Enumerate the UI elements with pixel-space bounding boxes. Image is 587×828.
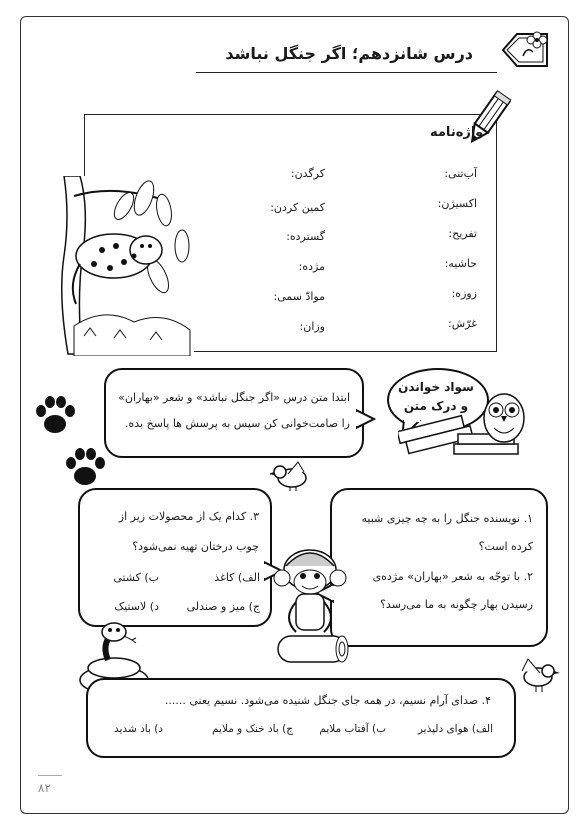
- vocab-term: تفریح:: [448, 227, 477, 240]
- flower-label-icon: [493, 26, 555, 74]
- instruction-line-1: ابتدا متن درس «اگر جنگل نباشد» و شعر «بهاران»: [118, 391, 350, 404]
- instruction-bubble: [104, 368, 364, 458]
- vocab-term: اکسیژن:: [437, 197, 477, 210]
- vocab-term: حاشیه:: [444, 257, 477, 270]
- vocab-term: آب‌تنی:: [444, 167, 477, 180]
- pencil-icon: [462, 90, 512, 150]
- page-number-rule: [38, 775, 62, 776]
- paw-print-icon: [32, 394, 78, 440]
- vocab-term: وزان:: [299, 320, 325, 333]
- question-4-option-d: د) باد شدید: [114, 723, 163, 735]
- vocabulary-heading: واژه‌نامه: [430, 125, 484, 140]
- question-3-option-d: د) لاستیک: [114, 600, 159, 613]
- question-3-line-1: ۳. کدام یک از محصولات زیر از: [118, 510, 259, 523]
- question-4-option-a: الف) هوای دلپذیر: [417, 723, 493, 735]
- vocab-term: زوزه:: [451, 287, 477, 300]
- question-4-option-c: ج) باد خنک و ملایم: [212, 723, 293, 735]
- question-4-option-b: ب) آفتاب ملایم: [319, 723, 386, 735]
- monkey-illustration: [270, 540, 352, 676]
- bird-illustration: [516, 655, 560, 695]
- question-bubble-bottom: [86, 678, 516, 758]
- question-4-text: ۴. صدای آرام نسیم، در همه جای جنگل شنیده می‌شود. نسیم یعنی ......: [164, 694, 491, 707]
- question-3-option-c: ج) میز و صندلی: [186, 600, 260, 613]
- badge-line-1: سواد خواندن: [398, 380, 474, 394]
- question-1-line-1: ۱. نویسنده جنگل را به چه چیزی شبیه: [361, 512, 533, 525]
- leopard-tree-illustration: [54, 176, 194, 356]
- question-3-line-2: چوب درختان تهیه نمی‌شود؟: [132, 540, 259, 553]
- paw-print-icon: [62, 446, 108, 492]
- vocab-term: کمین کردن:: [270, 201, 325, 214]
- question-3-option-a: الف) کاغذ: [214, 571, 260, 584]
- badge-line-2: و درک متن: [403, 399, 469, 413]
- question-3-option-b: ب) کشتی: [113, 571, 159, 584]
- title-underline: [196, 72, 497, 73]
- question-1-line-2: کرده است؟: [478, 540, 533, 553]
- vocab-term: گسترده:: [286, 230, 325, 243]
- question-2-line-2: رسیدن بهار چگونه به ما می‌رسد؟: [380, 598, 533, 611]
- question-2-line-1: ۲. با توجّه به شعر «بهاران» مژده‌ی: [372, 570, 533, 583]
- lesson-title: درس شانزدهم؛ اگر جنگل نباشد: [225, 44, 473, 63]
- vocab-term: موادّ سمی:: [273, 290, 325, 303]
- instruction-bubble-tail: [356, 408, 376, 430]
- bird-illustration: [270, 458, 310, 492]
- owl-books-illustration: [398, 388, 532, 464]
- vocab-term: غرّش:: [448, 317, 477, 330]
- vocab-term: کرگدن:: [290, 167, 325, 180]
- instruction-line-2: را صامت‌خوانی کن سپس به پرسش ها پاسخ بده.: [125, 417, 350, 430]
- vocab-term: مژده:: [298, 260, 325, 273]
- page-number: ۸۲: [38, 781, 51, 795]
